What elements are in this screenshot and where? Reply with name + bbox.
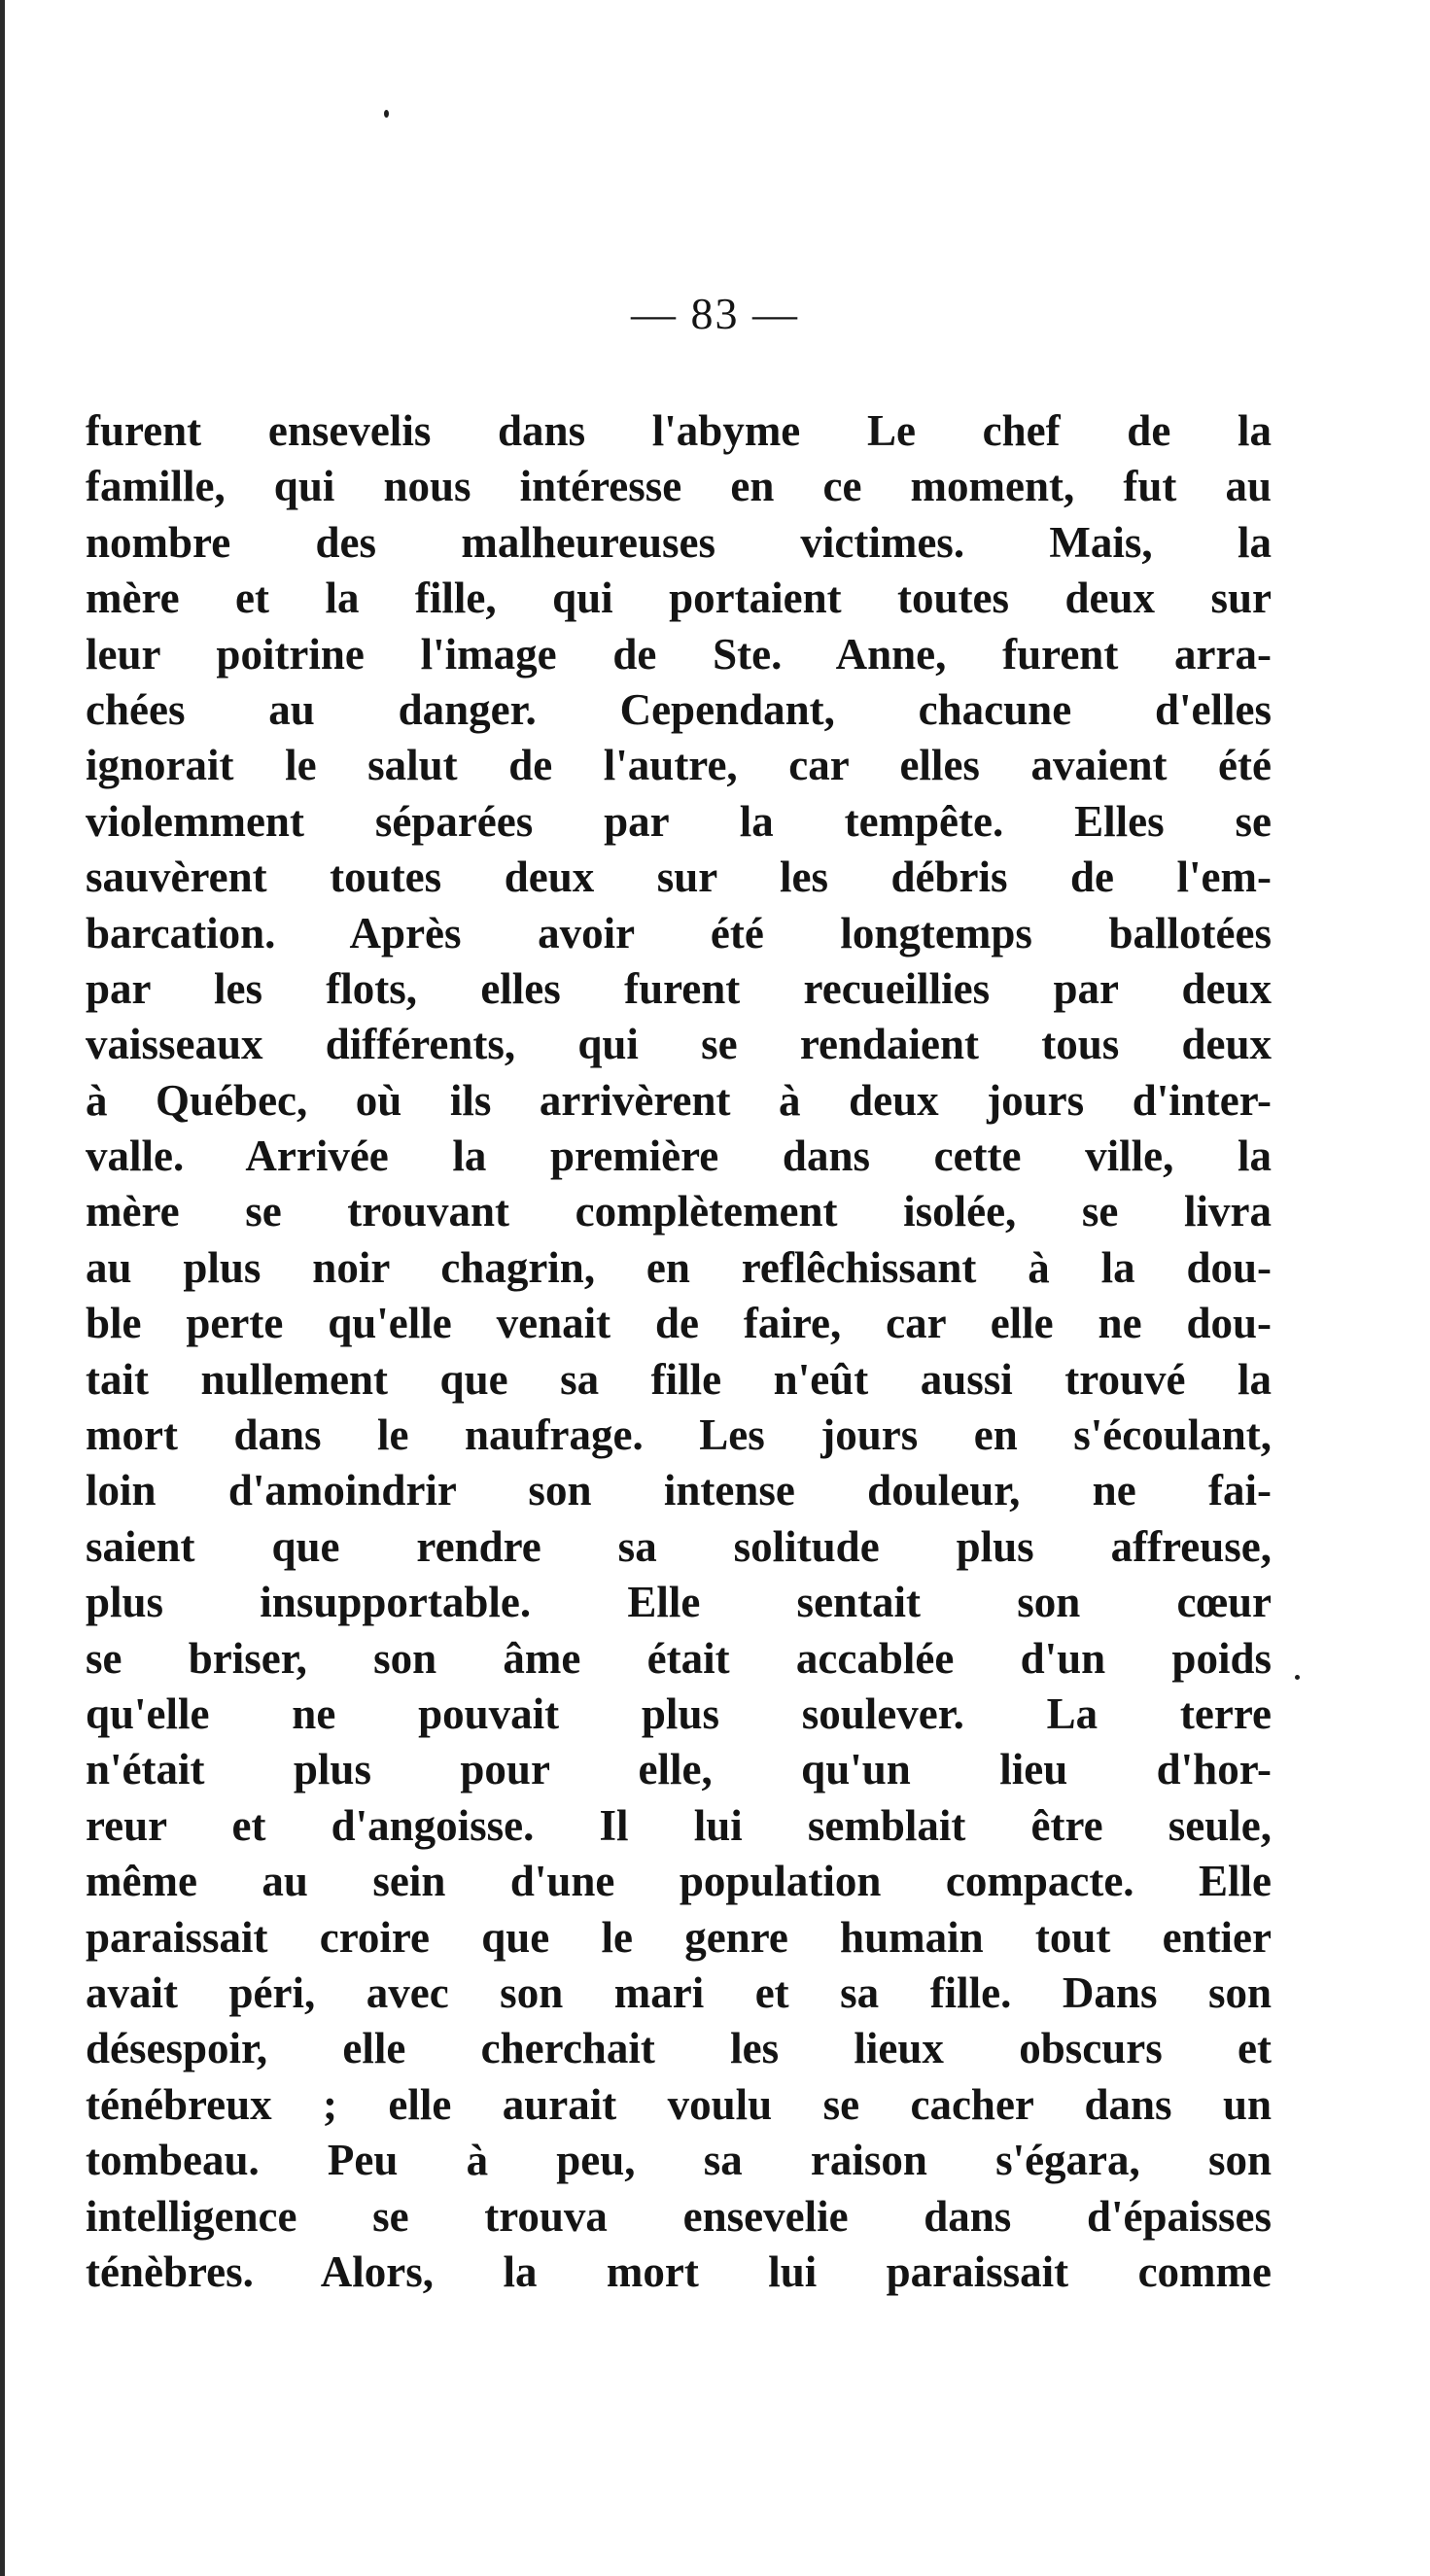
text-line: barcation. Après avoir été longtemps ballotées	[86, 908, 1272, 957]
text-line: ténébreux ; elle aurait voulu se cacher dans un	[86, 2079, 1272, 2129]
body-text	[86, 403, 1272, 2300]
text-line: reur et d'angoisse. Il lui semblait être seule,	[86, 1800, 1272, 1850]
text-line: famille, qui nous intéresse en ce moment, fut au	[86, 462, 1272, 511]
text-line: leur poitrine l'image de Ste. Anne, furent arra-	[86, 629, 1272, 679]
text-line: paraissait croire que le genre humain tout entier	[86, 1912, 1272, 1962]
text-line: plus insupportable. Elle sentait son cœur	[86, 1578, 1272, 1627]
ink-speck	[384, 110, 389, 118]
text-line: valle. Arrivée la première dans cette ville, la	[86, 1131, 1272, 1181]
text-line: désespoir, elle cherchait les lieux obscurs et	[86, 2024, 1272, 2073]
text-line: qu'elle ne pouvait plus soulever. La terre	[86, 1688, 1272, 1738]
text-line: mort dans le naufrage. Les jours en s'écoulant,	[86, 1410, 1272, 1460]
text-line: vaisseaux différents, qui se rendaient tous deux	[86, 1020, 1272, 1069]
page-binding-edge	[0, 0, 5, 2576]
text-line: intelligence se trouva ensevelie dans d'épaisses	[86, 2191, 1272, 2241]
text-line: se briser, son âme était accablée d'un poids	[86, 1633, 1272, 1683]
text-line: mère se trouvant complètement isolée, se livra	[86, 1187, 1272, 1236]
ink-speck	[1295, 1675, 1300, 1680]
text-line: tait nullement que sa fille n'eût aussi trouvé la	[86, 1354, 1272, 1404]
text-line: sauvèrent toutes deux sur les débris de l'em-	[86, 853, 1272, 902]
text-line: par les flots, elles furent recueillies par deux	[86, 963, 1272, 1013]
text-line: nombre des malheureuses victimes. Mais, la	[86, 517, 1272, 567]
text-line: tombeau. Peu à peu, sa raison s'égara, son	[86, 2136, 1272, 2185]
text-line: furent ensevelis dans l'abyme Le chef de la	[86, 406, 1272, 455]
text-line: mère et la fille, qui portaient toutes deux sur	[86, 574, 1272, 623]
text-line: à Québec, où ils arrivèrent à deux jours d'inter-	[86, 1075, 1272, 1125]
text-line: ble perte qu'elle venait de faire, car elle ne dou-	[86, 1299, 1272, 1348]
text-line: ténèbres. Alors, la mort lui paraissait comme	[86, 2246, 1272, 2296]
text-line: loin d'amoindrir son intense douleur, ne fai-	[86, 1466, 1272, 1515]
page-number: — 83 —	[631, 289, 799, 338]
text-line: ignorait le salut de l'autre, car elles avaient été	[86, 741, 1272, 790]
text-line: saient que rendre sa solitude plus affreuse,	[86, 1521, 1272, 1571]
text-line: chées au danger. Cependant, chacune d'elles	[86, 684, 1272, 734]
text-line: au plus noir chagrin, en reflêchissant à la dou-	[86, 1242, 1272, 1292]
text-line: même au sein d'une population compacte. Elle	[86, 1857, 1272, 1906]
text-line: violemment séparées par la tempête. Elles se	[86, 796, 1272, 846]
text-line: avait péri, avec son mari et sa fille. Dans son	[86, 1967, 1272, 2017]
text-line: n'était plus pour elle, qu'un lieu d'hor-	[86, 1745, 1272, 1794]
